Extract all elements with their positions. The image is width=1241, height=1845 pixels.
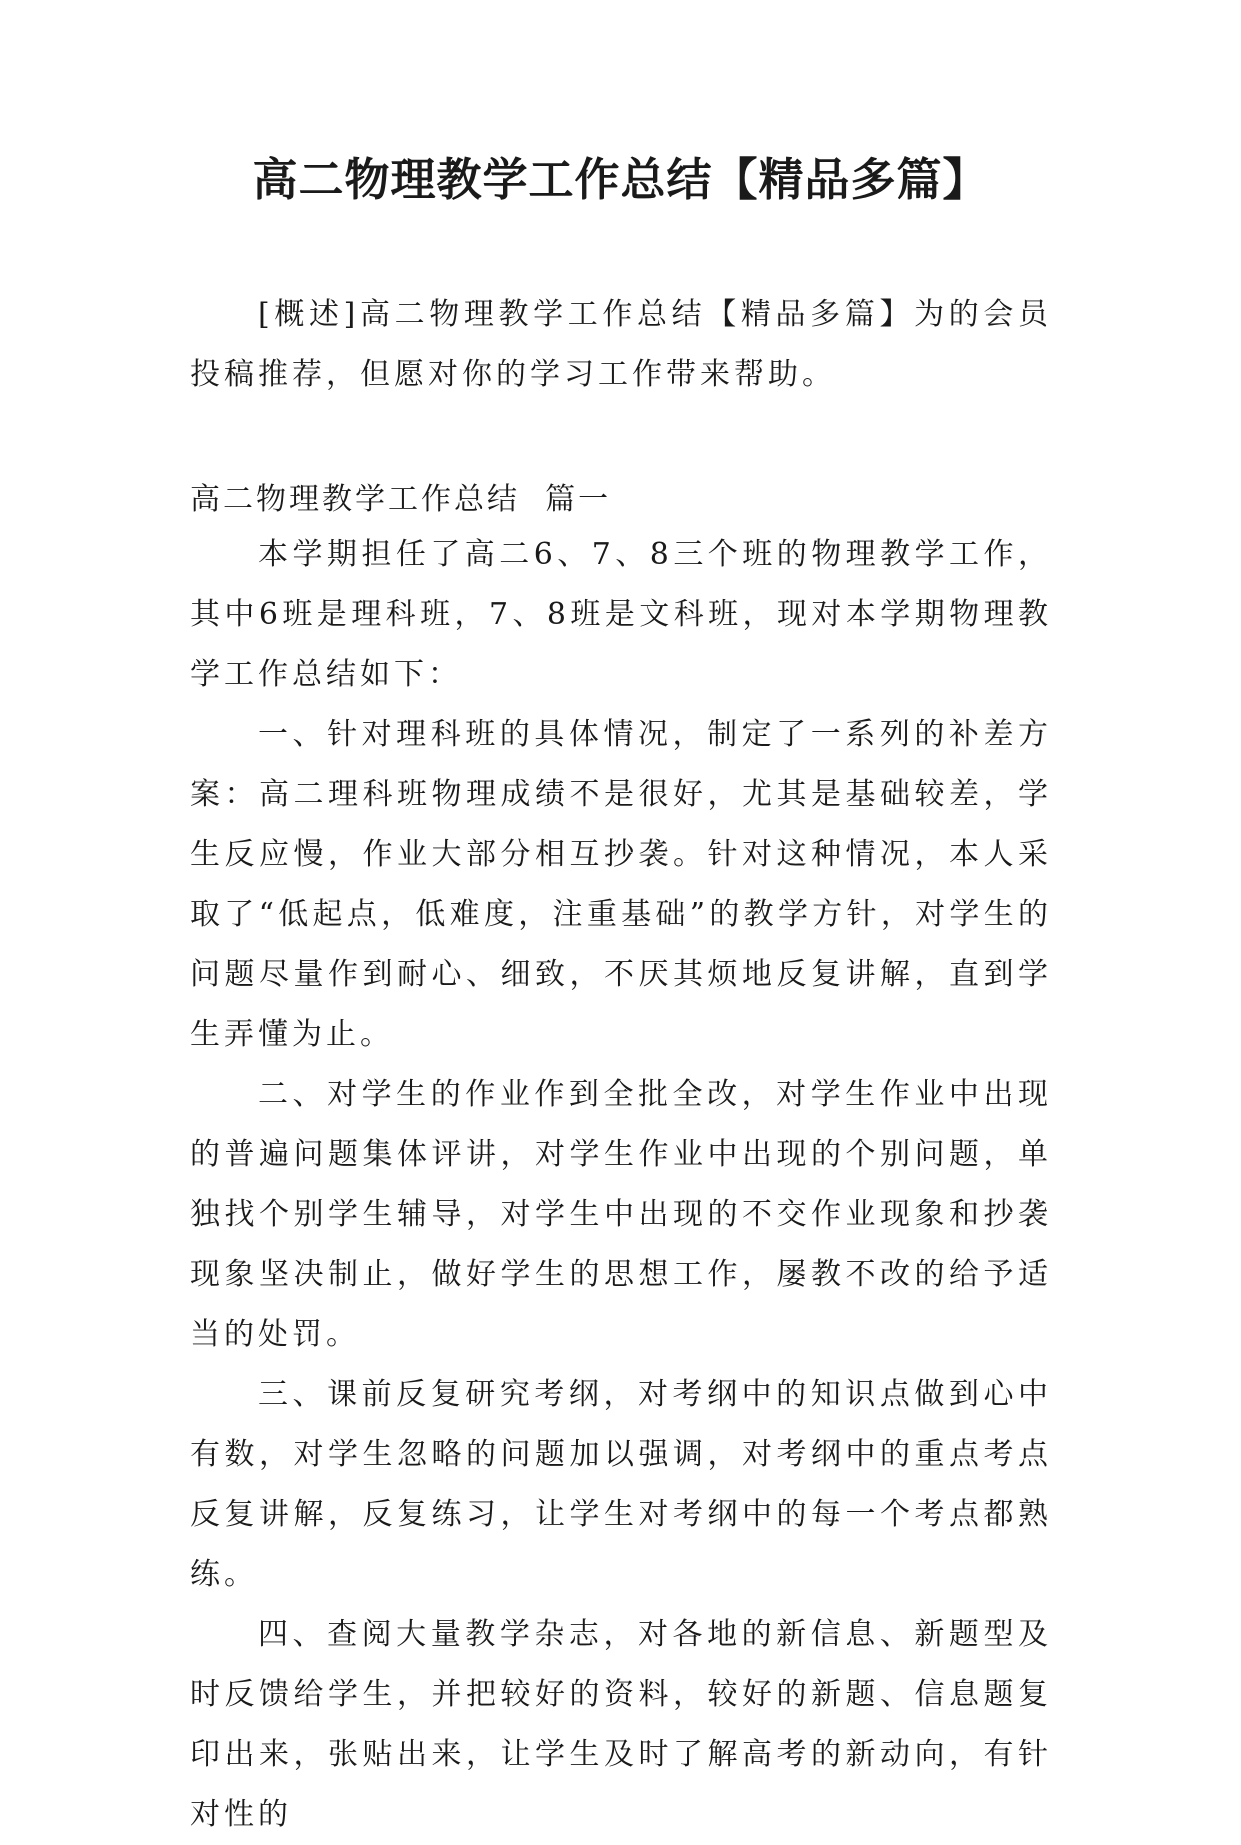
document-title: 高二物理教学工作总结【精品多篇】 bbox=[252, 153, 989, 206]
paragraph-point-two: 二、对学生的作业作到全批全改，对学生作业中出现的普遍问题集体评讲，对学生作业中出现的个别问题，单独找个别学生辅导，对学生中出现的不交作业现象和抄袭现象坚决制止，做好学生的思想工作，屡教不改的给予适当的处罚。 bbox=[190, 1077, 1052, 1352]
paragraph-point-one: 一、针对理科班的具体情况，制定了一系列的补差方案：高二理科班物理成绩不是很好，尤其是基础较差，学生反应慢，作业大部分相互抄袭。针对这种情况，本人采取了“低起点，低难度，注重基础”的教学方针，对学生的问题尽量作到耐心、细致，不厌其烦地反复讲解，直到学生弄懂为止。 bbox=[190, 717, 1052, 1052]
abstract-paragraph: [概述]高二物理教学工作总结【精品多篇】为的会员投稿推荐，但愿对你的学习工作带来帮助。 bbox=[190, 297, 1052, 392]
abstract-block bbox=[190, 285, 1052, 405]
chapter-heading: 高二物理教学工作总结 篇一 bbox=[190, 482, 612, 517]
content-block bbox=[190, 525, 1052, 1845]
paragraph-point-three: 三、课前反复研究考纲，对考纲中的知识点做到心中有数，对学生忽略的问题加以强调，对考纲中的重点考点反复讲解，反复练习，让学生对考纲中的每一个考点都熟练。 bbox=[190, 1377, 1052, 1592]
paragraph-intro: 本学期担任了高二6、7、8三个班的物理教学工作，其中6班是理科班，7、8班是文科班，现对本学期物理教学工作总结如下： bbox=[190, 537, 1052, 692]
paragraph-point-four: 四、查阅大量教学杂志，对各地的新信息、新题型及时反馈给学生，并把较好的资料，较好的新题、信息题复印出来，张贴出来，让学生及时了解高考的新动向，有针对性的 bbox=[190, 1617, 1052, 1832]
